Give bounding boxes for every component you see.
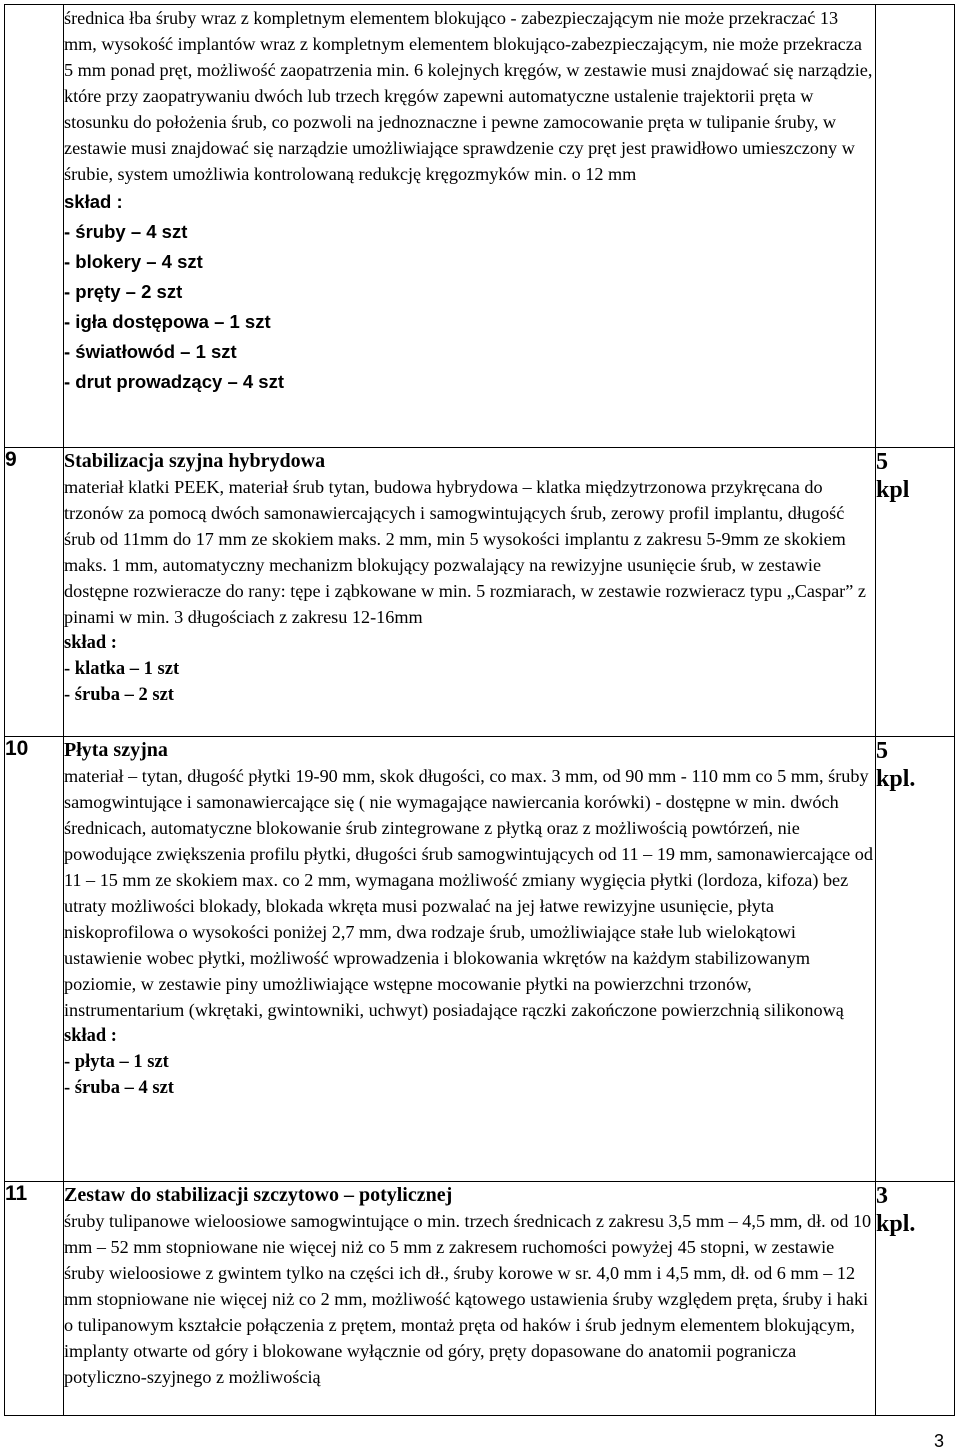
list-item: - śruba – 4 szt xyxy=(64,1078,174,1098)
row-title: Stabilizacja szyjna hybrydowa xyxy=(64,450,326,472)
row-quantity xyxy=(876,448,955,737)
row-description xyxy=(64,737,876,1182)
row-paragraph: materiał klatki PEEK, materiał śrub tytan, budowa hybrydowa – klatka międzytrzonowa przykręcana do trzonów za pomocą dwóch samonawiercających i samogwintujących śrub, zerowy profil implantu, długość śrub od 11mm do 17 mm ze skokiem maks. 2 mm, min 5 wysokości implantu z zakresu 5-9mm ze skokiem maks. 1 mm, automatyczny mechanizm blokujący pozwalający na rewizyjne usunięcie śrub, w zestawie dostępne rozwieracze do rany: tępe i ząbkowane w min. 5 rozmiarach, w zestawie rozwieracz typu „Caspar” z pinami w min. 3 długościach z zakresu 12-16mm xyxy=(64,477,866,627)
list-item: - igła dostępowa – 1 szt xyxy=(64,311,271,332)
row-paragraph: śruby tulipanowe wieloosiowe samogwintujące o min. trzech średnicach z zakresu 3,5 mm – 4,5 mm, dł. od 10 mm – 52 mm stopniowane nie więcej niż co 5 mm z zakresem ruchomości powyżej 45 stopni, w zestawie śruby wieloosiowe z gwintem tylko na części ich dł., śruby korowe w sr. 4,0 mm i 4,5 mm, dł. od 6 mm – 12 mm stopniowane nie więcej niż co 2 mm, możliwość kątowego ustawienia śruby względem pręta, śruby i haki o tulipanowym kształcie połączenia z prętem, montaż pręta od haków i śrub jednym elementem blokującym, implanty otwarte od góry i blokowane wyłącznie od góry, pręty dopasowane do anatomii pogranicza potyliczno-szyjnego z możliwością xyxy=(64,1211,872,1387)
row-paragraph: materiał – tytan, długość płytki 19-90 mm, skok długości, co max. 3 mm, od 90 mm - 110 mm co 5 mm, śruby samogwintujące i samonawiercające się ( nie wymagające nawiercania korówki) - dostępne w min. dwóch średnicach, automatyczne blokowanie śrub zintegrowane z płytką oraz z możliwością powtórzeń, nie powodujące zwiększenia profilu płytki, długości śrub samogwintujących od 11 – 19 mm, samonawiercające od 11 – 15 mm ze skokiem max. co 2 mm, wymagana możliwość zmiany wygięcia płytki (lordoza, kifoza) bez utraty możliwości blokady, blokada wkręta musi pozwalać na jej łatwe rewizyjne usunięcie, płyta niskoprofilowa o wysokości poniżej 2,7 mm, dwa rodzaje śrub, umożliwiające stałe lub wielokątowi ustawienie wobec płytki, możliwość wprowadzenia i blokowania wkrętów na każdym stabilizowanym poziomie, w zestawie piny umożliwiające wstępne mocowanie płytki na powierzchni trzonów, instrumentarium (wkrętaki, gwintowniki, uchwyt) posiadające rączki zakończone powierzchnią silikonową xyxy=(64,766,873,1020)
row-paragraph: średnica łba śruby wraz z kompletnym elementem blokująco - zabezpieczającym nie może przekraczać 13 mm, wysokość implantów wraz z kompletnym elementem blokująco-zabezpieczającym, nie może przekracza 5 mm ponad pręt, możliwość zaopatrzenia min. 6 kolejnych kręgów, w zestawie musi znajdować się narządzie, które przy zaopatrywaniu dwóch lub trzech kręgów zapewni automatyczne ustalenie trajektorii pręta w stosunku do położenia śrub, co pozwoli na jednoznaczne i pewne zamocowanie pręta w tulipanie śruby, w zestawie musi znajdować się narządzie umożliwiające sprawdzenie czy pręt jest prawidłowo umieszczony w śrubie, system umożliwia kontrolowaną redukcję kręgozmyków min. o 12 mm xyxy=(64,8,873,184)
list-item: - płyta – 1 szt xyxy=(64,1052,169,1072)
row-quantity xyxy=(876,5,955,448)
list-item: - śruby – 4 szt xyxy=(64,221,188,242)
row-quantity xyxy=(876,737,955,1182)
quantity-unit: kpl. xyxy=(876,1211,916,1237)
table-row xyxy=(5,5,955,448)
row-title: Zestaw do stabilizacji szczytowo – potylicznej xyxy=(64,1184,453,1206)
component-list xyxy=(64,630,875,708)
sklad-label: skład : xyxy=(64,633,117,653)
row-title: Płyta szyjna xyxy=(64,739,168,761)
table-row xyxy=(5,1182,955,1416)
list-item: - pręty – 2 szt xyxy=(64,281,183,302)
list-item: - klatka – 1 szt xyxy=(64,659,180,679)
list-item: - światłowód – 1 szt xyxy=(64,341,237,362)
sklad-label: skład : xyxy=(64,1026,117,1046)
table-row xyxy=(5,737,955,1182)
component-list xyxy=(64,217,875,397)
component-list xyxy=(64,1023,875,1101)
quantity-number: 5 xyxy=(876,738,888,764)
specification-table xyxy=(4,4,955,1416)
table-row xyxy=(5,448,955,737)
quantity-unit: kpl. xyxy=(876,766,916,792)
row-number: 10 xyxy=(5,737,64,1182)
row-number xyxy=(5,5,64,448)
quantity-number: 3 xyxy=(876,1183,888,1209)
page-number: 3 xyxy=(933,1431,944,1451)
row-description xyxy=(64,448,876,737)
row-quantity xyxy=(876,1182,955,1416)
quantity-unit: kpl xyxy=(876,477,910,503)
list-item: - drut prowadzący – 4 szt xyxy=(64,371,284,392)
list-item: - blokery – 4 szt xyxy=(64,251,203,272)
row-number: 9 xyxy=(5,448,64,737)
row-description xyxy=(64,1182,876,1416)
list-item: - śruba – 2 szt xyxy=(64,685,174,705)
row-description xyxy=(64,5,876,448)
quantity-number: 5 xyxy=(876,449,888,475)
row-number: 11 xyxy=(5,1182,64,1416)
sklad-label: skład : xyxy=(64,191,123,212)
